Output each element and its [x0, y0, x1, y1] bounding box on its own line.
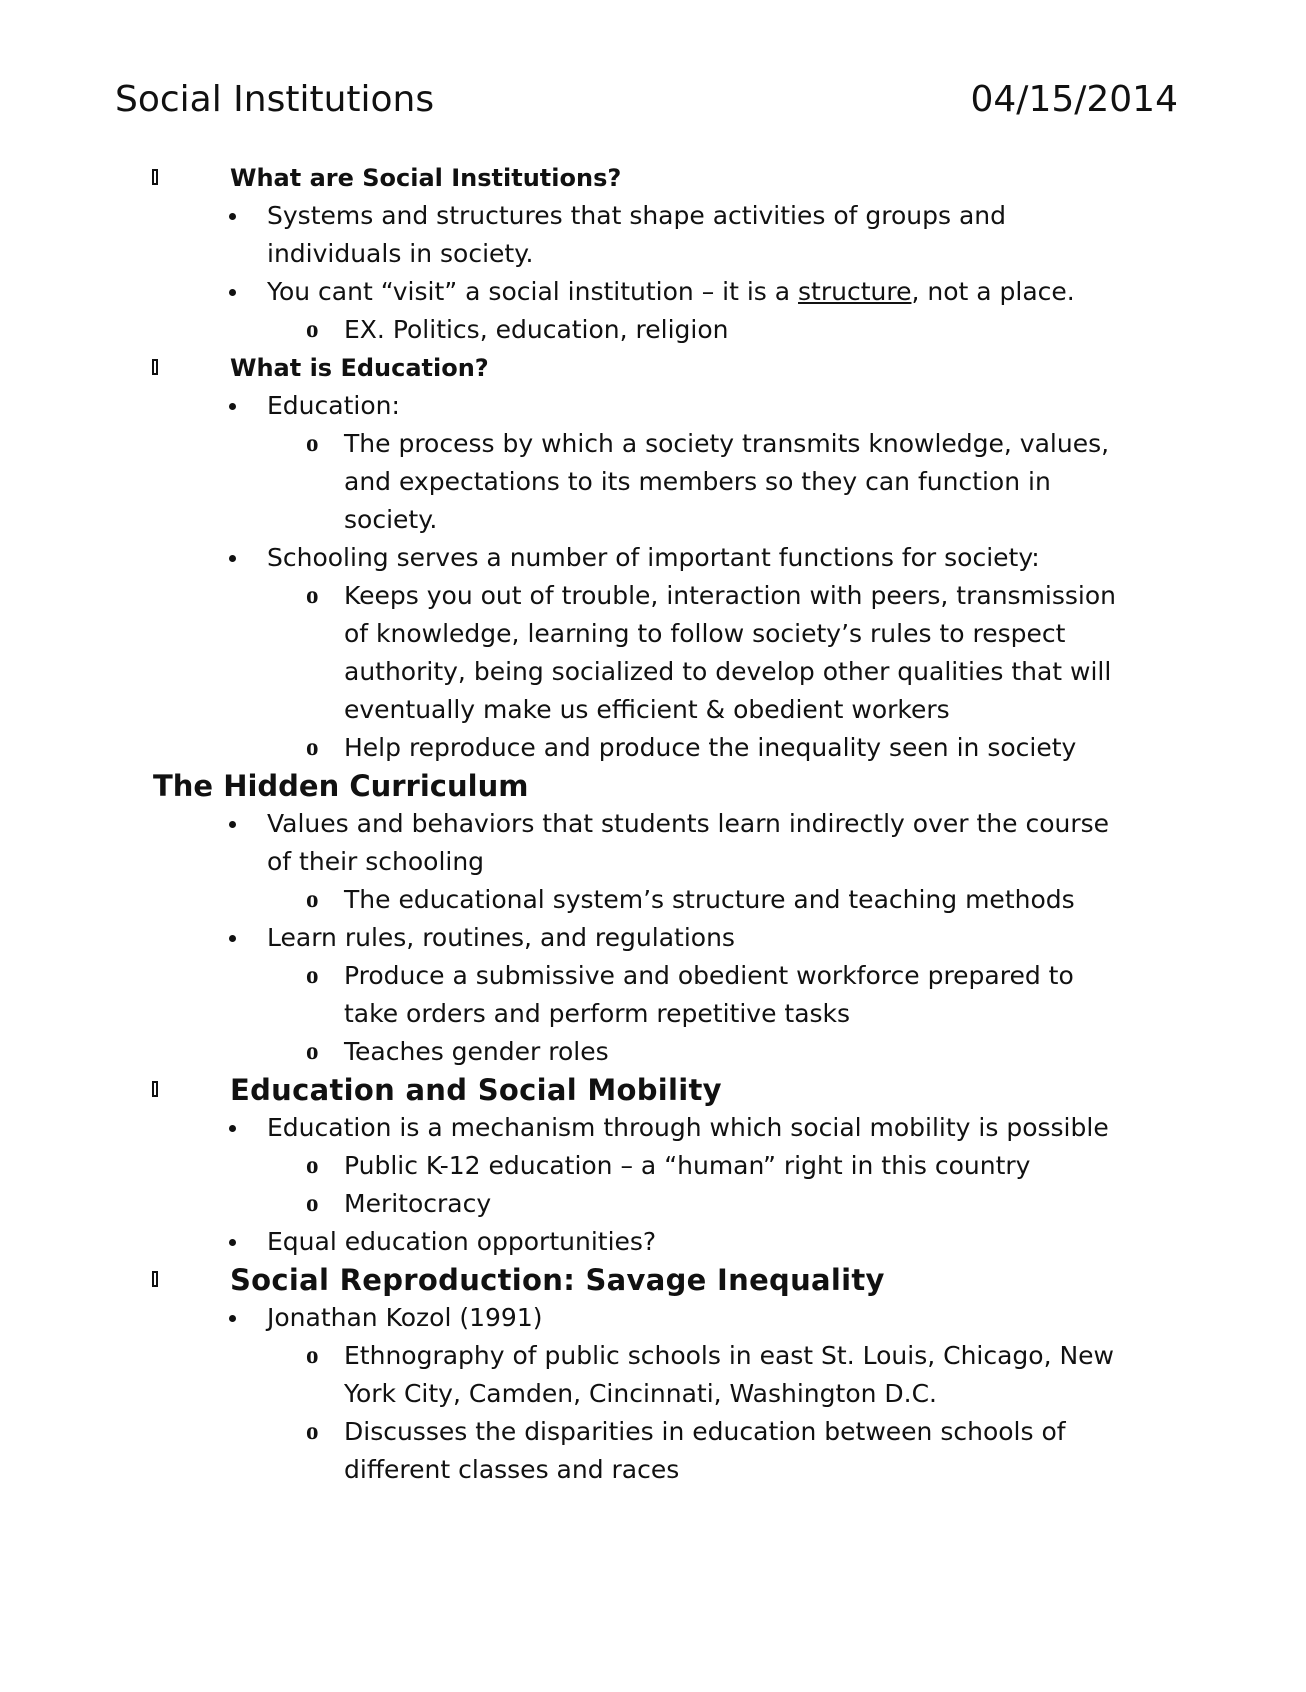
list-item-continuation: individuals in society.	[267, 239, 534, 268]
disc-bullet-icon	[229, 289, 236, 296]
sub-list-item: o Discusses the disparities in education between schools of	[0, 1413, 1306, 1451]
circle-bullet-icon: o	[306, 734, 319, 761]
circle-bullet-icon: o	[306, 1038, 319, 1065]
disc-bullet-icon	[229, 213, 236, 220]
sub-list-item: o Help reproduce and produce the inequality seen in society	[0, 729, 1306, 767]
sub-list-item: o The educational system’s structure and teaching methods	[0, 881, 1306, 919]
sub-list-item: o Teaches gender roles	[0, 1033, 1306, 1071]
sub-list-item: o The process by which a society transmits knowledge, values,	[0, 425, 1306, 463]
list-item: You cant “visit” a social institution – it is a structure, not a place.	[0, 273, 1306, 311]
list-item: Systems and structures that shape activities of groups and	[0, 197, 1306, 235]
circle-bullet-icon: o	[306, 886, 319, 913]
disc-bullet-icon	[229, 821, 236, 828]
circle-bullet-icon: o	[306, 316, 319, 343]
disc-bullet-icon	[229, 1125, 236, 1132]
list-item-continuation: of their schooling	[267, 847, 485, 876]
sub-list-item: o EX. Politics, education, religion	[0, 311, 1306, 349]
circle-bullet-icon: o	[306, 582, 319, 609]
square-bullet-icon	[152, 359, 158, 375]
circle-bullet-icon: o	[306, 1342, 319, 1369]
list-item: Jonathan Kozol (1991)	[0, 1299, 1306, 1337]
underlined-term: structure	[798, 277, 912, 306]
square-bullet-icon	[152, 1081, 158, 1097]
document-title: Social Institutions	[115, 79, 435, 120]
list-item: Equal education opportunities?	[0, 1223, 1306, 1261]
disc-bullet-icon	[229, 403, 236, 410]
sub-list-item-continuation: and expectations to its members so they can function in	[344, 467, 1051, 496]
section-heading: The Hidden Curriculum	[153, 769, 529, 803]
sub-list-item: o Ethnography of public schools in east St. Louis, Chicago, New	[0, 1337, 1306, 1375]
circle-bullet-icon: o	[306, 1190, 319, 1217]
sub-list-item-continuation: eventually make us efficient & obedient workers	[344, 695, 950, 724]
sub-list-item: o Public K-12 education – a “human” right in this country	[0, 1147, 1306, 1185]
sub-list-item-continuation: take orders and perform repetitive tasks	[344, 999, 851, 1028]
circle-bullet-icon: o	[306, 1418, 319, 1445]
disc-bullet-icon	[229, 935, 236, 942]
list-item: Learn rules, routines, and regulations	[0, 919, 1306, 957]
sub-list-item-continuation: York City, Camden, Cincinnati, Washington D.C.	[344, 1379, 938, 1408]
sub-list-item-continuation: different classes and races	[344, 1455, 680, 1484]
list-item: Values and behaviors that students learn indirectly over the course	[0, 805, 1306, 843]
sub-list-item: o Meritocracy	[0, 1185, 1306, 1223]
list-item: Education is a mechanism through which social mobility is possible	[0, 1109, 1306, 1147]
sub-list-item-continuation: of knowledge, learning to follow society’s rules to respect	[344, 619, 1066, 648]
document-date: 04/15/2014	[970, 79, 1178, 120]
circle-bullet-icon: o	[306, 1152, 319, 1179]
sub-list-item-continuation: society.	[344, 505, 438, 534]
square-bullet-icon	[152, 1271, 158, 1287]
sub-list-item: o Keeps you out of trouble, interaction with peers, transmission	[0, 577, 1306, 615]
list-item: Schooling serves a number of important functions for society:	[0, 539, 1306, 577]
disc-bullet-icon	[229, 1315, 236, 1322]
sub-list-item: o Produce a submissive and obedient workforce prepared to	[0, 957, 1306, 995]
disc-bullet-icon	[229, 1239, 236, 1246]
section-heading: Education and Social Mobility	[0, 1071, 1306, 1109]
list-item: Education:	[0, 387, 1306, 425]
section-heading: Social Reproduction: Savage Inequality	[0, 1261, 1306, 1299]
square-bullet-icon	[152, 169, 158, 185]
disc-bullet-icon	[229, 555, 236, 562]
circle-bullet-icon: o	[306, 430, 319, 457]
notes-content	[0, 159, 1306, 1489]
sub-list-item-continuation: authority, being socialized to develop other qualities that will	[344, 657, 1112, 686]
section-heading: What are Social Institutions?	[0, 159, 1306, 197]
section-heading: What is Education?	[0, 349, 1306, 387]
circle-bullet-icon: o	[306, 962, 319, 989]
